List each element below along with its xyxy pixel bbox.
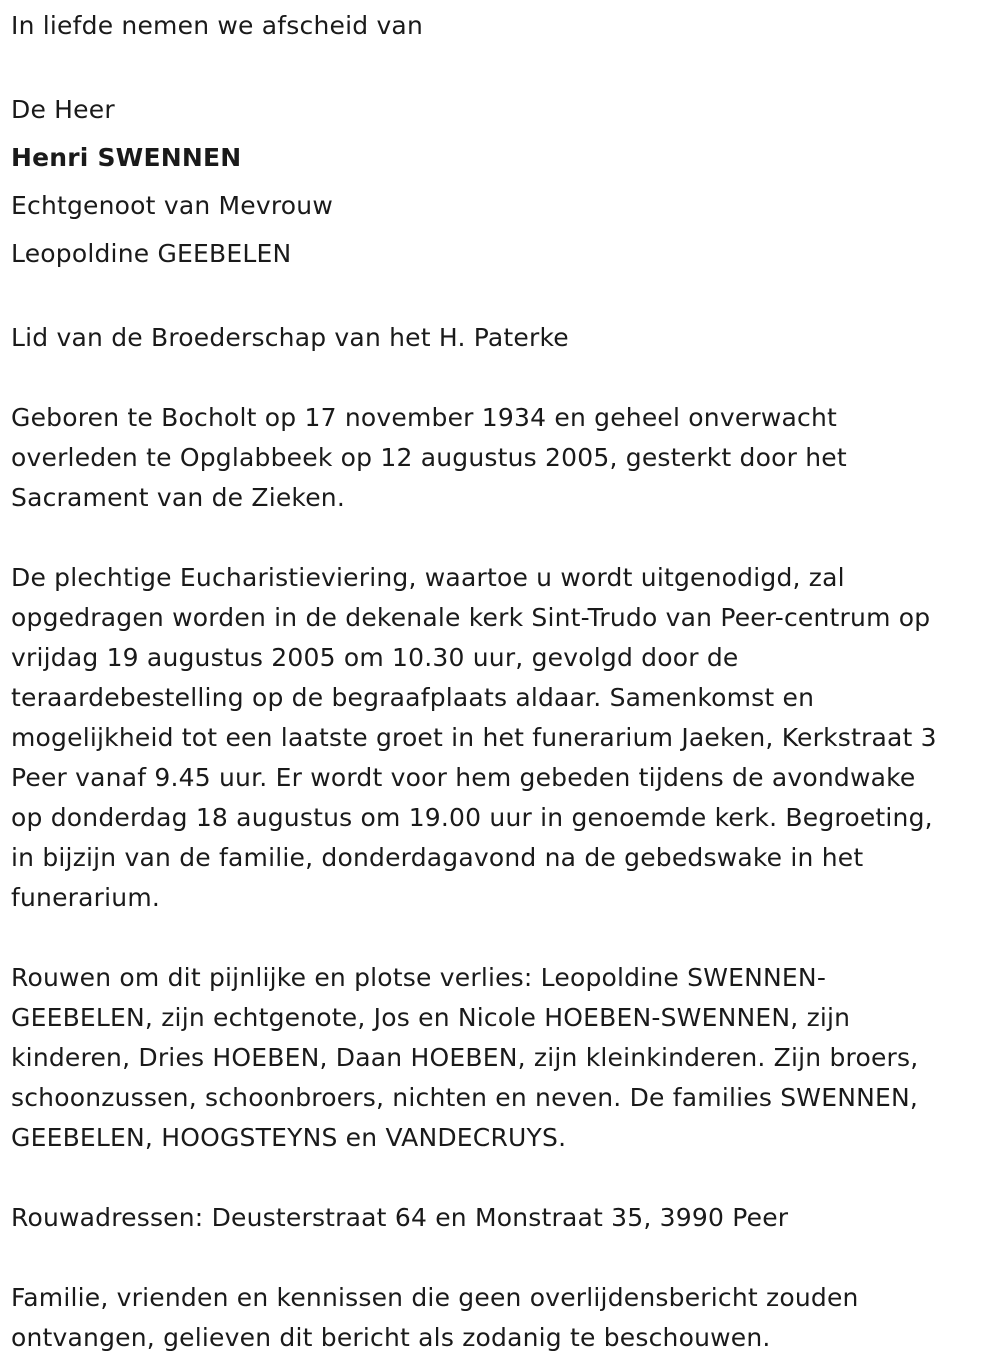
deceased-block (11, 86, 996, 278)
paragraph-line: Geboren te Bocholt op 17 november 1934 en geheel onverwacht (11, 403, 838, 432)
closing-paragraph (11, 1278, 996, 1358)
intro-line: In liefde nemen we afscheid van (11, 11, 423, 40)
ceremony-paragraph (11, 558, 996, 918)
spacer (11, 46, 996, 86)
spacer (11, 918, 996, 958)
paragraph-line: op donderdag 18 augustus om 19.00 uur in genoemde kerk. Begroeting, (11, 803, 933, 832)
spacer (11, 518, 996, 558)
paragraph-line: Peer vanaf 9.45 uur. Er wordt voor hem gebeden tijdens de avondwake (11, 763, 916, 792)
paragraph-line: Familie, vrienden en kennissen die geen overlijdensbericht zouden (11, 1283, 859, 1312)
spouse-name: Leopoldine GEEBELEN (11, 239, 292, 268)
spacer (11, 1238, 996, 1278)
paragraph-line: teraardebestelling op de begraafplaats aldaar. Samenkomst en (11, 683, 815, 712)
salutation: De Heer (11, 95, 115, 124)
mourners-paragraph (11, 958, 996, 1158)
death-notice (11, 6, 996, 1358)
deceased-name: Henri SWENNEN (11, 143, 242, 172)
membership-line: Lid van de Broederschap van het H. Paterke (11, 323, 569, 352)
paragraph-line: GEEBELEN, zijn echtgenote, Jos en Nicole HOEBEN-SWENNEN, zijn (11, 1003, 851, 1032)
paragraph-line: opgedragen worden in de dekenale kerk Sint-Trudo van Peer-centrum op (11, 603, 931, 632)
spacer (11, 278, 996, 318)
paragraph-line: vrijdag 19 augustus 2005 om 10.30 uur, gevolgd door de (11, 643, 739, 672)
paragraph-line: mogelijkheid tot een laatste groet in het funerarium Jaeken, Kerkstraat 3 (11, 723, 937, 752)
spacer (11, 358, 996, 398)
paragraph-line: Rouwen om dit pijnlijke en plotse verlies: Leopoldine SWENNEN- (11, 963, 827, 992)
paragraph-line: ontvangen, gelieven dit bericht als zodanig te beschouwen. (11, 1323, 771, 1352)
paragraph-line: Sacrament van de Zieken. (11, 483, 345, 512)
paragraph-line: in bijzijn van de familie, donderdagavond na de gebedswake in het (11, 843, 864, 872)
paragraph-line: schoonzussen, schoonbroers, nichten en neven. De families SWENNEN, (11, 1083, 919, 1112)
addresses-line: Rouwadressen: Deusterstraat 64 en Monstraat 35, 3990 Peer (11, 1203, 789, 1232)
paragraph-line: GEEBELEN, HOOGSTEYNS en VANDECRUYS. (11, 1123, 567, 1152)
paragraph-line: overleden te Opglabbeek op 12 augustus 2005, gesterkt door het (11, 443, 847, 472)
paragraph-line: De plechtige Eucharistieviering, waartoe u wordt uitgenodigd, zal (11, 563, 845, 592)
paragraph-line: kinderen, Dries HOEBEN, Daan HOEBEN, zijn kleinkinderen. Zijn broers, (11, 1043, 919, 1072)
paragraph-line: funerarium. (11, 883, 161, 912)
spouse-label: Echtgenoot van Mevrouw (11, 191, 333, 220)
spacer (11, 1158, 996, 1198)
birth-death-paragraph (11, 398, 996, 518)
